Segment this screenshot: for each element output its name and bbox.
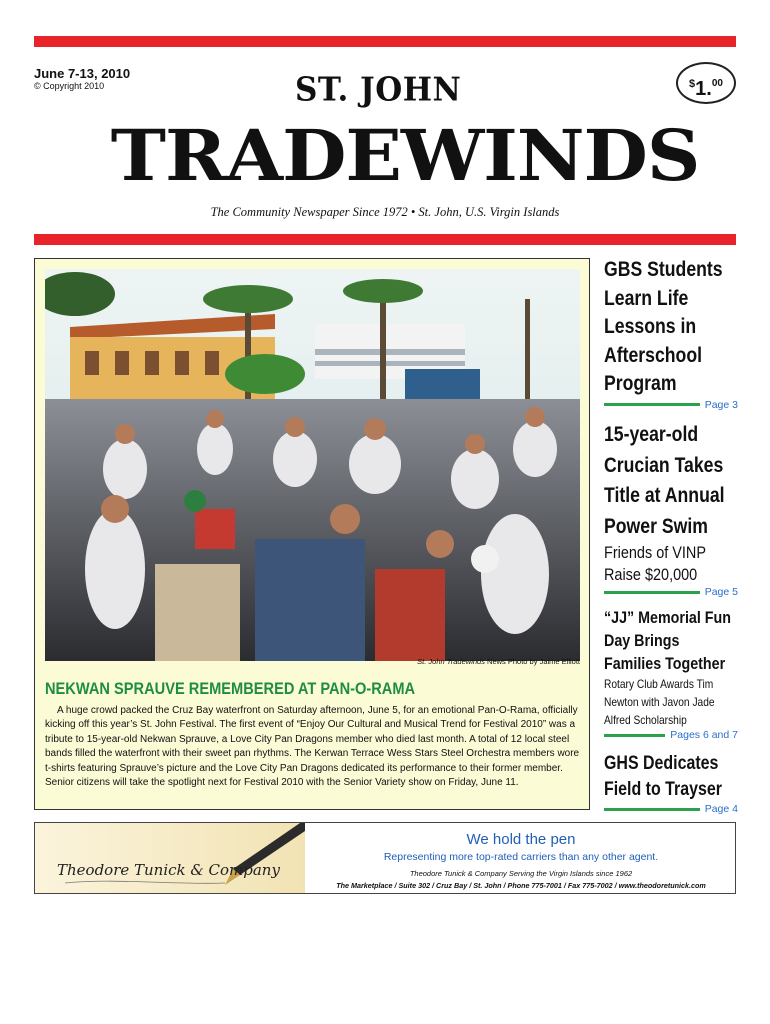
sidebar-story-headline[interactable]: “JJ” Memorial Fun Day Brings Families Together	[604, 608, 731, 673]
divider-green-line	[604, 808, 700, 811]
ad-subtitle: Representing more top-rated carriers than any other agent.	[383, 851, 659, 863]
masthead-tagline: The Community Newspaper Since 1972 • St. John, U.S. Virgin Islands	[210, 205, 560, 219]
sidebar-story-headline[interactable]: GHS Dedicates Field to Trayser	[604, 753, 722, 800]
ad-since-line: Theodore Tunick & Company Serving the Virgin Islands since 1962	[409, 869, 633, 878]
copyright-notice: © Copyright 2010	[34, 81, 105, 91]
ad-artwork	[35, 823, 305, 893]
lead-story-box	[34, 258, 590, 810]
price-badge	[676, 62, 736, 104]
lead-headline[interactable]: NEKWAN SPRAUVE REMEMBERED AT PAN-O-RAMA	[45, 679, 416, 698]
masthead-red-bar	[34, 234, 736, 245]
sidebar-story-subhead: Rotary Club Awards Tim Newton with Javon Jade Alfred Scholarship	[604, 677, 715, 727]
sidebar-page-ref[interactable]	[604, 586, 738, 598]
top-red-bar	[34, 36, 736, 47]
sidebar-page-label[interactable]: Page 4	[704, 803, 738, 815]
divider-green-line	[604, 734, 665, 737]
sidebar-story-4[interactable]	[604, 751, 738, 815]
sidebar-story-subhead: Friends of VINP Raise $20,000	[604, 543, 706, 584]
sidebar-story-3[interactable]	[604, 606, 738, 741]
price-whole: 1.	[695, 78, 712, 100]
advertisement[interactable]	[34, 822, 736, 894]
fountain-pen-icon	[35, 823, 305, 893]
price-currency: $	[689, 78, 696, 90]
sidebar-page-ref[interactable]	[604, 399, 738, 411]
photo-credit-publication: St. John Tradewinds	[417, 657, 485, 666]
sidebar-story-headline[interactable]: 15-year-old Crucian Takes Title at Annual Power Swim	[604, 423, 725, 538]
sidebar-page-label[interactable]: Page 3	[704, 398, 738, 411]
issue-date: June 7-13, 2010	[34, 66, 131, 81]
masthead-title: TRADEWINDS	[110, 114, 700, 197]
sidebar-page-ref[interactable]	[604, 803, 738, 815]
divider-green-line	[604, 591, 700, 594]
lead-body-text: A huge crowd packed the Cruz Bay waterfront on Saturday afternoon, June 5, for an emotional Pan-O-Rama, officially kicking off this year’s St. John Festival. The first event of “Enjoy Our Cultural and Musical Trend for Festival 2010” was a tribute to 15-year-old Nekwan Sprauve, a Love City Pan Dragons member who died last month. A total of 12 local steel bands filled the waterfront with their sweet pan rhythms. The Kerwan Terrace Wess Stars Steel Orchestra members wore t-shirts featuring Sprauve’s picture and the Love City Pan Dragons dedicated its performance to their former member. Senior citizens will take the spotlight next for Festival 2010 with the Senior Variety show on Friday, June 11.	[45, 705, 580, 789]
ad-logo: Theodore Tunick & Company	[57, 861, 280, 879]
ad-address: The Marketplace / Suite 302 / Cruz Bay / St. John / Phone 775-7001 / Fax 775-7002 / www.theodoretunick.com	[336, 881, 706, 890]
sidebar-story-2[interactable]	[604, 420, 738, 598]
ad-title: We hold the pen	[466, 831, 576, 848]
price-cents: 00	[711, 78, 723, 89]
sidebar-story-1[interactable]	[604, 256, 738, 411]
lead-photo[interactable]	[45, 269, 580, 661]
sidebar-page-ref[interactable]	[604, 729, 738, 741]
photo-credit-photographer: News Photo by Jaime Elliott	[484, 657, 580, 666]
sidebar-page-label[interactable]: Page 5	[704, 586, 738, 598]
sidebar-story-headline[interactable]: GBS Students Learn Life Lessons in Afterschool Program	[604, 258, 723, 395]
masthead-top: ST. JOHN	[295, 71, 462, 109]
photo-credit	[45, 657, 580, 666]
divider-green-line	[604, 403, 700, 406]
sidebar-page-label[interactable]: Pages 6 and 7	[670, 729, 738, 741]
